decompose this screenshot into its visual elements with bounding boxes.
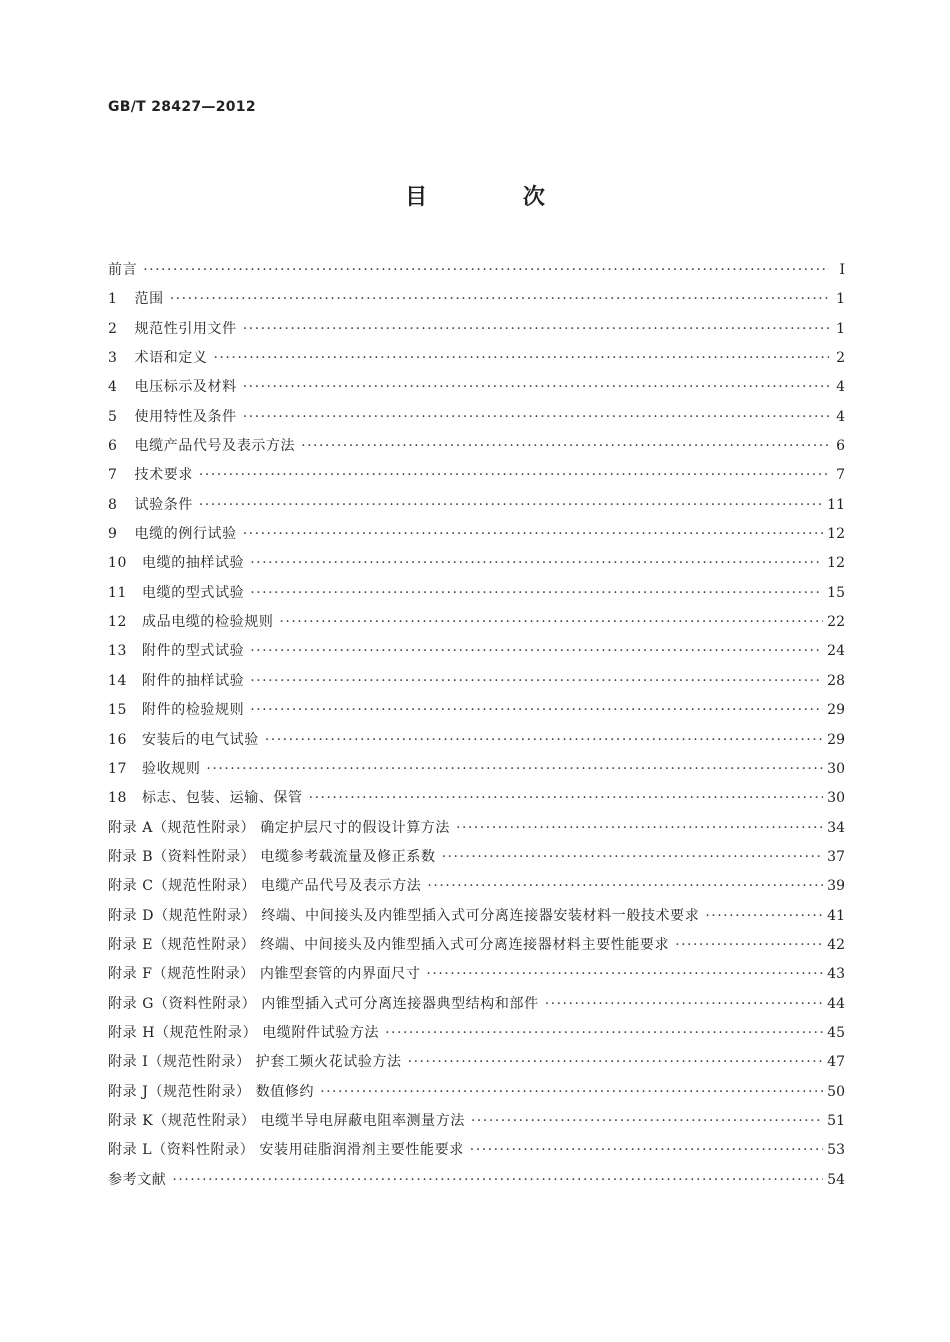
toc-entry-number: 11 xyxy=(108,584,128,601)
toc-entry-page: 29 xyxy=(827,731,845,748)
toc-entry-label: 附录 A（规范性附录） 确定护层尺寸的假设计算方法 xyxy=(108,819,451,836)
toc-entry-label: 规范性引用文件 xyxy=(134,320,237,337)
toc-entry-label: 前言 xyxy=(108,262,138,278)
toc-entry-page: 47 xyxy=(827,1054,845,1071)
toc-entry-page: 2 xyxy=(836,350,845,367)
toc-leader-dots xyxy=(250,696,823,725)
toc-entry-page: 11 xyxy=(827,496,845,513)
toc-entry-number: 1 xyxy=(108,291,118,308)
toc-entry-number: 12 xyxy=(108,614,128,631)
toc-entry-label: 附录 H（规范性附录） 电缆附件试验方法 xyxy=(108,1024,380,1041)
toc-entry[interactable] xyxy=(108,432,845,461)
toc-entry-label: 电压标示及材料 xyxy=(134,379,237,396)
toc-entry-label: 术语和定义 xyxy=(134,350,208,367)
toc-entry[interactable] xyxy=(108,1078,845,1107)
toc-entry-number: 3 xyxy=(108,350,118,367)
toc-entry[interactable] xyxy=(108,1048,845,1077)
toc-entry-number: 15 xyxy=(108,702,128,719)
toc-entry[interactable] xyxy=(108,403,845,432)
toc-entry-label: 附录 L（资料性附录） 安装用硅脂润滑剂主要性能要求 xyxy=(108,1142,464,1159)
toc-entry[interactable] xyxy=(108,902,845,931)
toc-entry-page: Ⅰ xyxy=(839,262,845,278)
toc-entry-page: 41 xyxy=(827,907,845,924)
toc-entry-number: 17 xyxy=(108,760,128,777)
toc-entry-label: 附录 K（规范性附录） 电缆半导电屏蔽电阻率测量方法 xyxy=(108,1112,465,1129)
toc-entry-page: 24 xyxy=(827,643,845,660)
toc-entry-page: 51 xyxy=(827,1112,845,1129)
toc-leader-dots xyxy=(705,902,823,931)
toc-entry-page: 1 xyxy=(836,320,845,337)
toc-entry-page: 37 xyxy=(827,848,845,865)
toc-leader-dots xyxy=(250,549,823,578)
toc-entry-label: 附录 C（规范性附录） 电缆产品代号及表示方法 xyxy=(108,878,422,895)
toc-entry-page: 39 xyxy=(827,878,845,895)
toc-entry-page: 28 xyxy=(827,672,845,689)
toc-entry-label: 验收规则 xyxy=(142,760,201,777)
toc-entry-label: 使用特性及条件 xyxy=(134,408,237,425)
toc-leader-dots xyxy=(250,579,823,608)
toc-entry[interactable] xyxy=(108,843,845,872)
toc-entry[interactable] xyxy=(108,931,845,960)
toc-entry-label: 试验条件 xyxy=(134,496,193,513)
toc-entry-label: 附件的检验规则 xyxy=(142,702,245,719)
toc-entry-label: 电缆的例行试验 xyxy=(134,526,237,543)
standard-code: GB/T 28427—2012 xyxy=(108,99,256,115)
toc-entry-label: 附件的抽样试验 xyxy=(142,672,245,689)
toc-entry-page: 7 xyxy=(836,467,845,484)
toc-entry-label: 附件的型式试验 xyxy=(142,643,245,660)
toc-leader-dots xyxy=(442,843,824,872)
toc-entry-number: 14 xyxy=(108,672,128,689)
toc-entry[interactable] xyxy=(108,549,845,578)
toc-entry[interactable] xyxy=(108,256,845,285)
toc-leader-dots xyxy=(170,285,829,314)
toc-entry-page: 50 xyxy=(827,1083,845,1100)
toc-entry-page: 54 xyxy=(827,1171,845,1188)
toc-entry-number: 13 xyxy=(108,643,128,660)
toc-leader-dots xyxy=(471,1107,823,1136)
toc-leader-dots xyxy=(279,608,823,637)
toc-entry-label: 附录 I（规范性附录） 护套工频火花试验方法 xyxy=(108,1054,402,1071)
toc-entry[interactable] xyxy=(108,344,845,373)
toc-entry-number: 18 xyxy=(108,790,128,807)
toc-entry-page: 12 xyxy=(827,555,845,572)
toc-entry-number: 9 xyxy=(108,526,118,543)
toc-leader-dots xyxy=(199,491,823,520)
toc-entry[interactable] xyxy=(108,373,845,402)
toc-entry-number: 2 xyxy=(108,320,118,337)
toc-entry[interactable] xyxy=(108,285,845,314)
toc-entry-label: 附录 E（规范性附录） 终端、中间接头及内锥型插入式可分离连接器材料主要性能要求 xyxy=(108,936,670,953)
toc-entry[interactable] xyxy=(108,696,845,725)
toc-entry-page: 42 xyxy=(827,936,845,953)
toc-leader-dots xyxy=(408,1048,824,1077)
toc-leader-dots xyxy=(427,872,823,901)
toc-entry-page: 29 xyxy=(827,702,845,719)
toc-entry-number: 7 xyxy=(108,467,118,484)
toc-entry-number: 5 xyxy=(108,408,118,425)
toc-leader-dots xyxy=(265,726,823,755)
toc-leader-dots xyxy=(143,256,829,285)
toc-entry-label: 电缆的抽样试验 xyxy=(142,555,245,572)
toc-leader-dots xyxy=(309,784,824,813)
toc-entry-label: 安装后的电气试验 xyxy=(142,731,259,748)
toc-entry-page: 4 xyxy=(836,379,845,396)
toc-entry-page: 53 xyxy=(827,1142,845,1159)
toc-entry[interactable] xyxy=(108,608,845,637)
toc-leader-dots xyxy=(214,344,829,373)
toc-entry-label: 附录 B（资料性附录） 电缆参考载流量及修正系数 xyxy=(108,848,436,865)
table-of-contents xyxy=(108,256,845,1195)
toc-entry-label: 电缆的型式试验 xyxy=(142,584,245,601)
toc-entry-page: 34 xyxy=(827,819,845,836)
toc-entry-page: 45 xyxy=(827,1024,845,1041)
toc-leader-dots xyxy=(320,1078,823,1107)
toc-entry[interactable] xyxy=(108,1019,845,1048)
toc-entry-page: 44 xyxy=(827,995,845,1012)
toc-entry[interactable] xyxy=(108,520,845,549)
toc-leader-dots xyxy=(675,931,823,960)
toc-entry-number: 16 xyxy=(108,731,128,748)
toc-entry-number: 10 xyxy=(108,555,128,572)
toc-entry-number: 6 xyxy=(108,438,118,455)
toc-entry-label: 附录 G（资料性附录） 内锥型插入式可分离连接器典型结构和部件 xyxy=(108,995,539,1012)
toc-leader-dots xyxy=(301,432,829,461)
toc-leader-dots xyxy=(243,373,829,402)
toc-entry-page: 15 xyxy=(827,584,845,601)
toc-entry-page: 30 xyxy=(827,790,845,807)
page-title: 目 次 xyxy=(405,185,589,210)
toc-leader-dots xyxy=(470,1136,823,1165)
toc-entry-number: 4 xyxy=(108,379,118,396)
toc-leader-dots xyxy=(243,403,829,432)
toc-leader-dots xyxy=(426,960,823,989)
toc-leader-dots xyxy=(250,667,823,696)
toc-leader-dots xyxy=(545,990,823,1019)
toc-entry[interactable] xyxy=(108,990,845,1019)
toc-entry[interactable] xyxy=(108,1107,845,1136)
toc-entry[interactable] xyxy=(108,726,845,755)
toc-entry-page: 4 xyxy=(836,408,845,425)
toc-entry[interactable] xyxy=(108,814,845,843)
toc-entry-label: 参考文献 xyxy=(108,1171,167,1188)
toc-leader-dots xyxy=(199,461,829,490)
toc-entry-number: 8 xyxy=(108,496,118,513)
toc-entry-page: 22 xyxy=(827,614,845,631)
toc-entry-label: 标志、包装、运输、保管 xyxy=(142,790,303,807)
toc-leader-dots xyxy=(385,1019,823,1048)
toc-leader-dots xyxy=(206,755,823,784)
toc-leader-dots xyxy=(243,315,829,344)
toc-entry-page: 6 xyxy=(836,438,845,455)
toc-leader-dots xyxy=(250,637,823,666)
toc-entry-label: 成品电缆的检验规则 xyxy=(142,614,274,631)
toc-entry-label: 技术要求 xyxy=(134,467,193,484)
toc-entry[interactable] xyxy=(108,784,845,813)
toc-entry[interactable] xyxy=(108,1136,845,1165)
toc-entry[interactable] xyxy=(108,755,845,784)
toc-entry[interactable] xyxy=(108,579,845,608)
toc-entry-label: 附录 J（规范性附录） 数值修约 xyxy=(108,1083,315,1100)
toc-entry[interactable] xyxy=(108,461,845,490)
toc-entry[interactable] xyxy=(108,960,845,989)
toc-entry[interactable] xyxy=(108,315,845,344)
toc-entry-page: 30 xyxy=(827,760,845,777)
toc-leader-dots xyxy=(456,814,823,843)
toc-entry[interactable] xyxy=(108,637,845,666)
toc-entry-label: 附录 F（规范性附录） 内锥型套管的内界面尺寸 xyxy=(108,966,421,983)
toc-entry-label: 范围 xyxy=(134,291,164,308)
toc-entry-page: 1 xyxy=(836,291,845,308)
toc-entry[interactable] xyxy=(108,667,845,696)
toc-entry[interactable] xyxy=(108,491,845,520)
toc-leader-dots xyxy=(172,1166,823,1195)
toc-entry-page: 43 xyxy=(827,966,845,983)
toc-entry-label: 电缆产品代号及表示方法 xyxy=(134,438,296,455)
toc-entry-page: 12 xyxy=(827,526,845,543)
toc-entry[interactable] xyxy=(108,1166,845,1195)
toc-entry-label: 附录 D（规范性附录） 终端、中间接头及内锥型插入式可分离连接器安装材料一般技术要求 xyxy=(108,907,700,924)
toc-entry[interactable] xyxy=(108,872,845,901)
toc-leader-dots xyxy=(243,520,823,549)
